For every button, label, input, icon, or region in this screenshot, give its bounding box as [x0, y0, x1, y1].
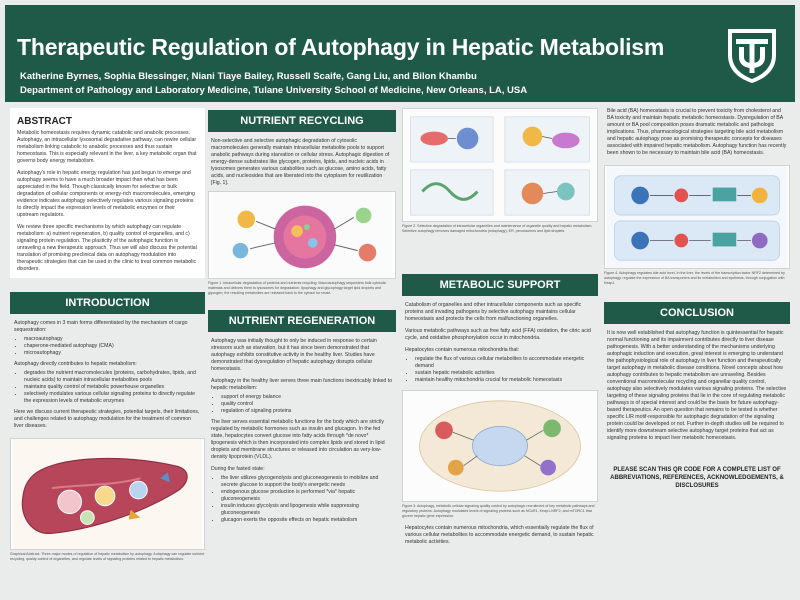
mitochondria-lead: Hepatocytes contain numerous mitochondria that: — [405, 347, 520, 353]
intro-closing: Here we discuss current therapeutic strategies, potential targets, their limitations, and challenges related to autophagy modulation for the treatment of common liver diseases. — [14, 409, 200, 429]
abstract-panel — [10, 108, 205, 278]
list-item: • regulate the flux of various cellular metabolites to accommodate energetic demand — [415, 356, 595, 370]
column-1 — [10, 108, 205, 592]
list-item: • maintains quality control of metabolic powerhouse organelles — [24, 384, 201, 391]
abstract-text — [17, 130, 198, 273]
affiliation: Department of Pathology and Laboratory Medicine, Tulane University School of Medicine, New Orleans, LA, USA — [20, 85, 528, 96]
list-item: • microautophagy — [24, 350, 201, 357]
conclusion-text: It is now well established that autophagy function is quintessential for hepatic normal functioning and its impairment contributes directly to liver disease pathogenesis. With a better understanding of the mechanisms underlying autophagic induction and execution, great interest is emerging to understand the pathophysiological role of autophagy in liver function and therapeutically target autophagy in metabolic disease conditions. Novel concepts about how autophagy contributes to hepatic metabolism are unraveling. Besides conventional macromolecular recycling and organellar quality control, autophagy also selectively modulates various signaling proteins. The selective targeting of these signaling proteins that lie in the core of regulating metabolic pathways is of special interest and could be the basis for future autophagy-based therapeutics. An open question that remains to be tested is whether specific LIR motif-responsible for autophagic degradation of the signaling protein could be developed or not. Further in-depth studies will be required to identify more downstream selective autophagy target proteins that act as signaling proteins to impact liver metabolic homeostasis. — [607, 330, 787, 441]
nutrient-recycling-text: Non-selective and selective autophagic degradation of cytosolic macromolecules generally maintain intracellular metabolite pools to support anabolic pathways during starvation or cellular stress. Autophagic digestion of energy-dense substrates like glycogen, proteins, lipids, and nucleic acids in lysosomes generates various catabolites such as glucose, amino acids, fatty acids, and nucleosides that are liberated into the cytoplasm for reutilization [Fig. 1]. — [211, 138, 390, 186]
list-item: • sustain hepatic metabolic activities — [415, 370, 595, 377]
list-item: • glucagon exerts the opposite effects on hepatic metabolism — [221, 517, 393, 524]
university-logo-icon — [722, 25, 782, 85]
regeneration-paragraph-2: The liver serves essential metabolic functions for the body which are strictly regulated by metabolic hormones such as insulin and glucagon. In the fed state, hepatocytes convert glucose into fatty acids through *de novo* lipogenesis which is then incorporated into complex lipids and stored in lipid droplets and membrane structures or released into circulation as very-low-density lipoprotein (VLDL). — [211, 419, 385, 460]
metabolic-support-paragraph: Catabolism of organelles and other intracellular components such as specific proteins and invading pathogens by selective autophagy maintains cellular homeostasis and protects the cells from malfunctioning organelles. — [405, 302, 582, 322]
intro-lead: Autophagy comes in 3 main forms differentiated by the mechanism of cargo sequestration: — [14, 320, 188, 333]
qr-code-note: PLEASE SCAN THIS QR CODE FOR A COMPLETE LIST OF ABBREVIATIONS, REFERENCES, ACKNOWLEDGEMENTS, & DISCLOSURES — [610, 467, 784, 489]
nutrient-recycling-heading: NUTRIENT RECYCLING — [208, 110, 396, 132]
abstract-paragraph: We review three specific mechanisms by which autophagy can regulate metabolism: a) nutrient regeneration, b) quality control of organelles, and c) signaling protein regulation. The plasticity of the autophagic function is unraveling a new therapeutic approach. Thus we will also discuss the potential translation of promising preclinical data on autophagy modulation into therapeutic strategies that can be used in the clinic to treat common metabolic disorders. — [17, 224, 197, 272]
metabolic-support-paragraph-2: Various metabolic pathways such as free fatty acid (FFA) oxidation, the citric acid cycle, and oxidative phosphorylation occur in mitochondria. — [405, 328, 591, 341]
figure-3-caption: Figure 3. Autophagy, metabolic cellular signaling quality control by autophagic recruitment of key metabolic pathways and regulatory proteins. Autophagy modulates levels of signaling proteins such as NCoR1, Keap1-NRF2, and mTORC1 that govern hepatic gene expression. — [402, 504, 595, 518]
poster-header — [5, 5, 795, 102]
introduction-heading: INTRODUCTION — [10, 292, 205, 314]
metabolic-support-heading: METABOLIC SUPPORT — [402, 274, 598, 296]
fasted-lead: During the fasted state: — [211, 466, 265, 472]
signaling-protein-diagram-icon — [403, 391, 597, 501]
abstract-paragraph: Metabolic homeostasis requires dynamic catabolic and anabolic processes. Autophagy, an intracellular lysosomal degradative pathway, can rewire cellular metabolism linking catabolic to anabolic processes and thus sustain homeostasis. This is especially relevant in the liver, a key metabolic organ that governs body energy metabolism. — [17, 130, 197, 164]
graphical-abstract-figure — [10, 438, 205, 550]
liver-illustration-icon — [11, 439, 204, 549]
autophagy-forms-list — [24, 336, 201, 357]
figure-2 — [402, 108, 598, 222]
figure-1 — [208, 191, 396, 279]
list-item: • chaperone-mediated autophagy (CMA) — [24, 343, 201, 350]
list-item: • support of energy balance — [221, 394, 393, 401]
intro-lead-2: Autophagy directly contributes to hepatic metabolism: — [14, 361, 137, 367]
conclusion-heading: CONCLUSION — [604, 302, 790, 324]
bile-acid-text: Bile acid (BA) homeostasis is crucial to prevent toxicity from cholesterol and BA toxicity and maintain hepatic metabolic homeostasis. Dysregulation of BA amount or BA pool composition poses dramatic metabolic and pathologic implications. Thus, pharmacological strategies targeting bile acid metabolism and hepatic autophagy pose as promising therapeutic concepts for diseases associated with impaired hepatic metabolism. Autophagy function has recently been shown to be necessary to maintain bile acid (BA) homeostasis. — [607, 108, 787, 156]
metabolic-support-body — [402, 296, 598, 384]
bile-acid-diagram-icon — [605, 166, 789, 268]
list-item: • maintain healthy mitochondria crucial for metabolic homeostasis — [415, 377, 595, 384]
nutrient-recycling-diagram-icon — [209, 192, 395, 278]
figure-4 — [604, 165, 790, 269]
introduction-body — [10, 314, 205, 430]
regeneration-intro: Autophagy was initially thought to only be induced in response to certain stressors such as starvation, but it has since been demonstrated that autophagy exhibits constitutive activity in the healthy liver. Studies have demonstrated that dysregulation of hepatic autophagy disrupts cellular homeostasis. — [211, 338, 377, 372]
figure-2-caption: Figure 2. Selective degradation of intracellular organelles and maintenance of organelle quality and hepatic metabolism. Selective autophagy removes damaged mitochondria (mitophagy), ER, peroxisomes and lipid droplets. — [402, 224, 593, 233]
list-item: • insulin induces glycolysis and lipogenesis while suppressing gluconeogenesis — [221, 503, 393, 517]
organelle-quality-diagram-icon — [403, 109, 597, 221]
list-item: • macroautophagy — [24, 336, 201, 343]
author-list: Katherine Byrnes, Sophia Blessinger, Niani Tiaye Bailey, Russell Scaife, Gang Liu, and Bilon Khambu — [20, 71, 477, 82]
column-2 — [208, 108, 396, 592]
list-item: • selectively modulates various cellular signaling proteins to directly regulate the expression levels of metabolic enzymes — [24, 391, 201, 405]
poster-title: Therapeutic Regulation of Autophagy in Hepatic Metabolism — [17, 34, 665, 60]
nutrient-regeneration-body — [208, 332, 396, 524]
metabolic-support-closing: Hepatocytes contain numerous mitochondria, which essentially regulate the flux of various cellular metabolites to accommodate energetic demand, to sustain hepatic metabolic activities. — [405, 525, 594, 545]
fasted-state-list — [221, 475, 393, 524]
contributions-list — [24, 370, 201, 405]
abstract-heading: ABSTRACT — [17, 116, 72, 127]
graphical-abstract-caption: Graphical Abstract. Three major modes of regulation of hepatic metabolism by autophagy. Autophagy can regulate nutrient recycling, quality control of organelles, and regulate levels of signaling proteins related to hepatic metabolism. — [10, 552, 205, 561]
list-item: • endogenous glucose production is performed *via* hepatic gluconeogenesis — [221, 489, 393, 503]
mitochondria-functions-list — [415, 356, 595, 384]
regeneration-lead: Autophagy in the healthy liver serves three main functions inextricably linked to hepatic metabolism: — [211, 378, 393, 391]
list-item: • the liver utilizes glycogenolysis and gluconeogenesis to mobilize and secrete glucose to support the body's energetic needs — [221, 475, 393, 489]
list-item: • degrades the nutrient macromolecules (proteins, carbohydrates, lipids, and nucleic acids) to maintain intracellular metabolites pools — [24, 370, 201, 384]
figure-1-caption: Figure 1. Intracellular degradation of proteins and nutrients recycling. Macroautophagy sequesters bulk cytosolic materials and delivers them to lysosomes for degradation; lipophagy and glycophagy target lipid droplets and glycogen; the resulting metabolites are released back to the cytosol for reuse. — [208, 281, 387, 295]
figure-3 — [402, 390, 598, 502]
liver-functions-list — [221, 394, 393, 415]
column-3 — [402, 108, 598, 592]
column-4 — [604, 108, 790, 592]
list-item: • regulation of signaling proteins — [221, 408, 393, 415]
figure-4-caption: Figure 4. Autophagy regulates bile acid level. In the liver, the levels of the transcription factor NRF2 determined by autophagy, regulate the expression of BA transporters and its metabolism and synthesis, through conjugation with Keap1. — [604, 271, 785, 285]
list-item: • quality control — [221, 401, 393, 408]
abstract-paragraph: Autophagy's role in hepatic energy regulation has just begun to emerge and autophagy seems to have a much broader impact than what has been appreciated in the field. Though classically known for selective or bulk degradation of cellular components or energy-rich macromolecules, emerging evidence indicates autophagy selectively regulates various signaling proteins to directly impact the expression levels of metabolic enzymes or their upstream regulators. — [17, 170, 195, 218]
nutrient-regeneration-heading: NUTRIENT REGENERATION — [208, 310, 396, 332]
